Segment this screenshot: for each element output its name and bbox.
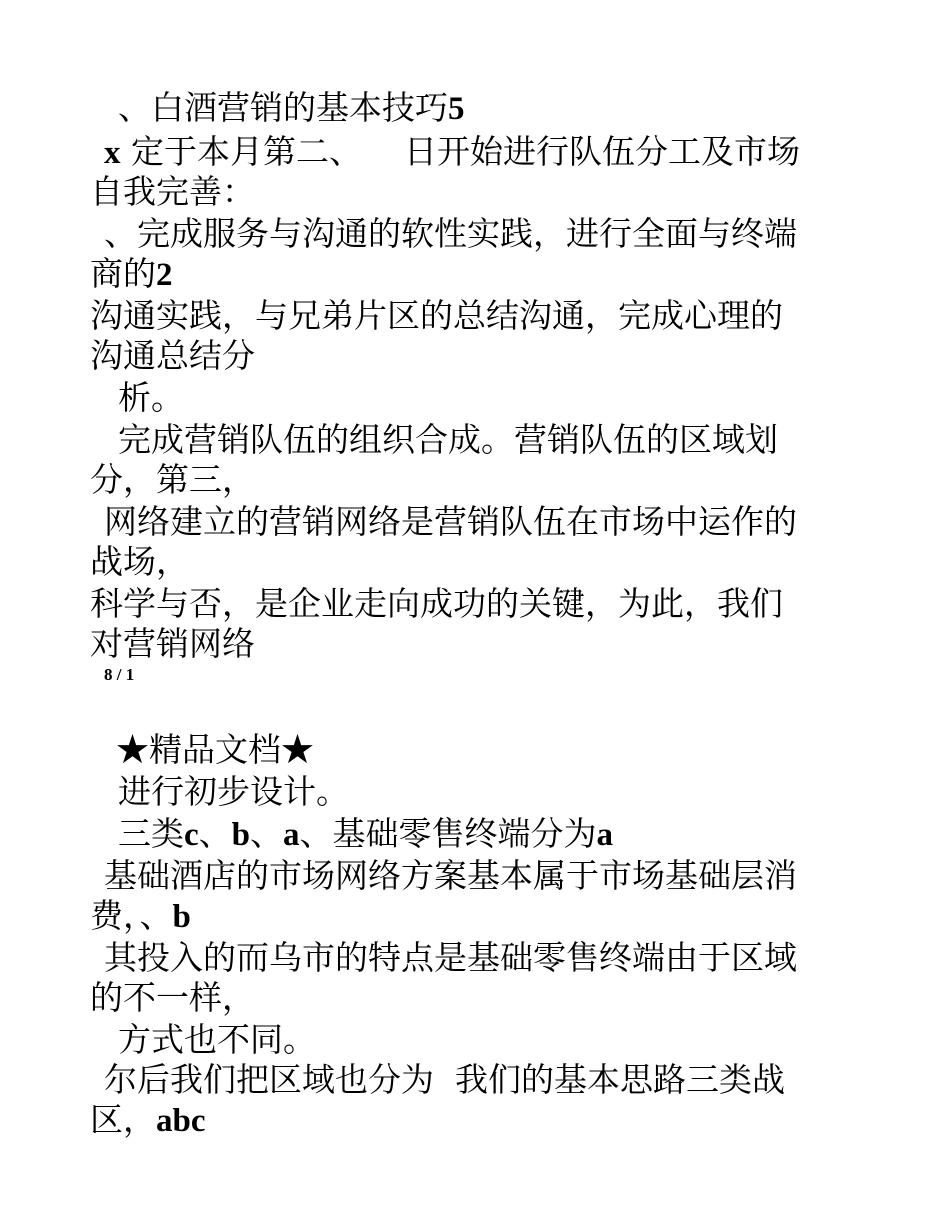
text-line: 进行初步设计。: [118, 772, 349, 811]
text-line: 基础酒店的市场网络方案基本属于市场基础层消: [104, 856, 797, 895]
document-header: ★精品文档★: [116, 730, 314, 769]
text-line: 区，abc: [90, 1100, 206, 1139]
text-line: 、白酒营销的基本技巧5: [118, 88, 465, 127]
text-line: 科学与否，是企业走向成功的关键，为此，我们: [90, 584, 783, 623]
text-line: 网络建立的营销网络是营销队伍在市场中运作的: [104, 502, 797, 541]
text-line: 自我完善：: [90, 172, 255, 211]
text-line: 三类c、b、a、基础零售终端分为a: [118, 814, 614, 853]
text-line: 完成营销队伍的组织合成。营销队伍的区域划: [118, 420, 778, 459]
page-number: 8 / 1: [104, 665, 135, 684]
text-line: 商的2: [90, 254, 173, 293]
text-line: 分，第三，: [90, 460, 255, 499]
text-line: 、完成服务与沟通的软性实践，进行全面与终端: [104, 214, 797, 253]
text-line: 对营销网络: [90, 624, 255, 663]
text-line: 沟通总结分: [90, 336, 255, 375]
text-line: 其投入的而乌市的特点是基础零售终端由于区域: [104, 938, 797, 977]
text-line: 沟通实践，与兄弟片区的总结沟通，完成心理的: [90, 296, 783, 335]
text-line: 战场，: [90, 542, 189, 581]
text-line: x 定于本月第二、 日开始进行队伍分工及市场: [104, 132, 800, 171]
text-line: 析。: [118, 378, 184, 417]
text-line: 方式也不同。: [118, 1020, 316, 1059]
text-line: 费，、b: [90, 896, 191, 935]
text-line: 尔后我们把区域也分为 我们的基本思路三类战: [104, 1060, 785, 1099]
text-line: 的不一样，: [90, 978, 255, 1017]
